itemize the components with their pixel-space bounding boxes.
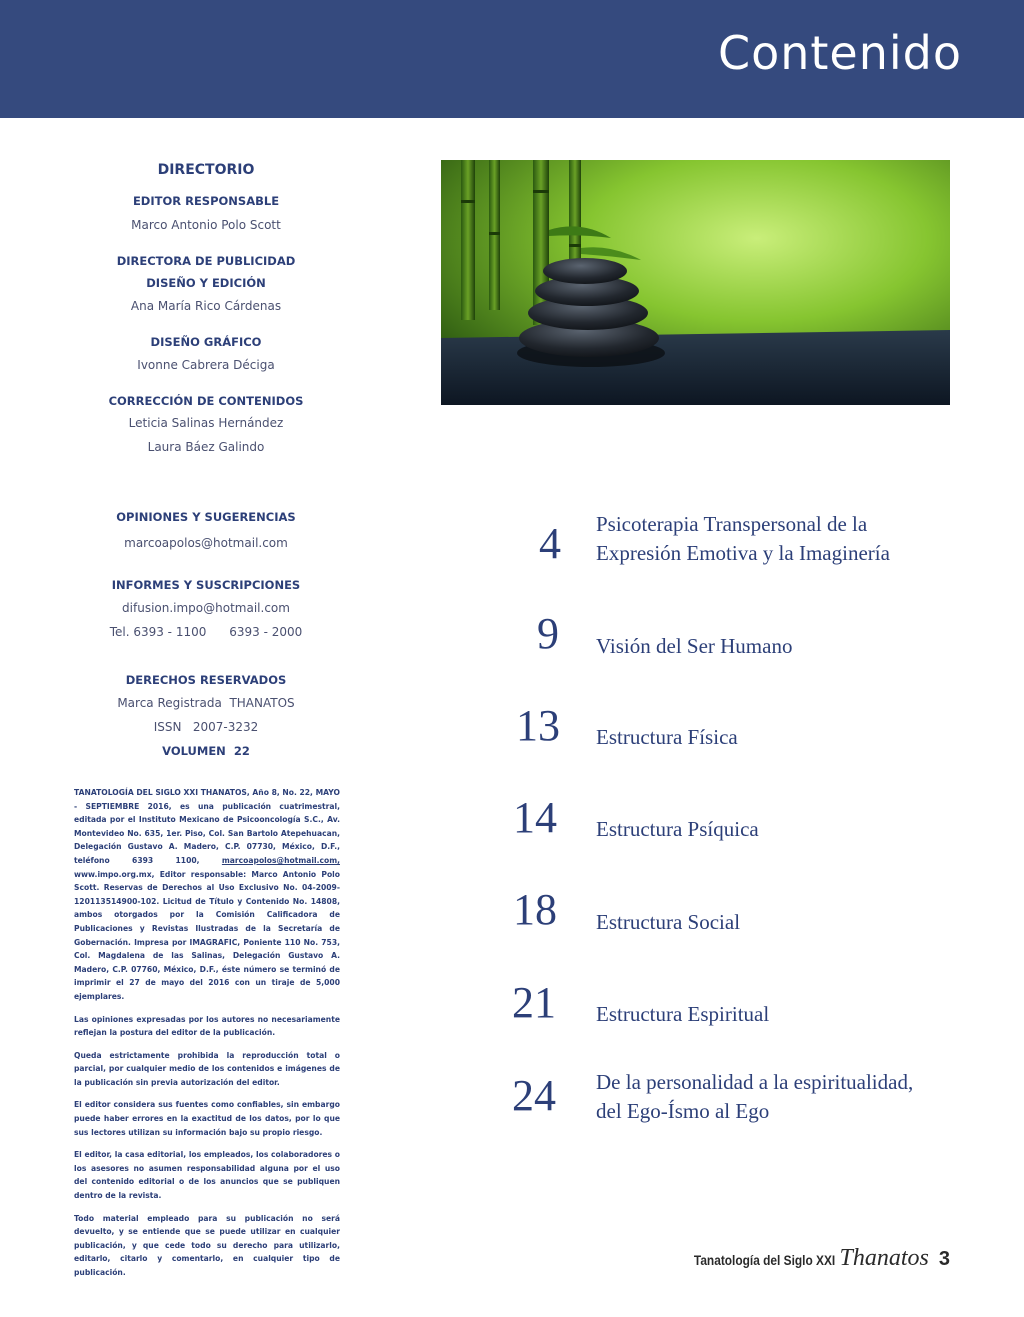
toc-title-line: del Ego-Ísmo al Ego [596, 1099, 770, 1123]
issn: ISSN 2007-3232 [153, 720, 259, 734]
toc-title-line: Psicoterapia Transpersonal de la [596, 512, 868, 536]
toc-title [596, 510, 946, 568]
legal-paragraph-3: Queda estrictamente prohibida la reproducción total o parcial, por cualquier medio de los contenidos e imágenes de la publicación sin previa autorización del editor. [74, 1050, 340, 1087]
info-email[interactable]: difusion.impo@hotmail.com [122, 601, 290, 615]
header-banner [0, 0, 1024, 118]
publicity-name: Ana María Rico Cárdenas [130, 299, 282, 313]
toc-page-number: 18 [513, 885, 557, 934]
toc-title-line: De la personalidad a la espiritualidad, [596, 1070, 914, 1094]
zen-stones-illustration [441, 160, 950, 405]
correction-label: CORRECCIÓN DE CONTENIDOS [108, 394, 304, 408]
volume: VOLUMEN 22 [162, 744, 250, 758]
toc-title [596, 1068, 946, 1126]
legal-paragraph-6: Todo material empleado para su publicación no será devuelto, y se entiende que se puede utilizar en cualquier publicación, y que cede todo su derecho para utilizarlo, editarlo, citarlo y comentarlo, en cualquier tipo de publicación. [74, 1213, 340, 1277]
graphic-label: DISEÑO GRÁFICO [150, 335, 262, 349]
legal-email-link[interactable]: marcoapolos@hotmail.com, [221, 855, 340, 865]
legal-text: www.impo.org.mx, Editor responsable: Marco Antonio Polo Scott. Reservas de Derechos al Uso Exclusivo No. 04-2009-120113514900-102. Licitud de Título y Contenido No. 14808, ambos otorgados por la Comisión Calificadora de Publicaciones y Revistas Ilustradas de la Secretaría de Gobernación. Impresa por IMAGRAFIC, Poniente 110 No. 753, Col. Magdalena de las Salinas, Delegación Gustavo A. Madero, C.P. 07760, México, D.F., éste número se terminó de imprimir el 27 de mayo del 2016 con un tiraje de 5,000 ejemplares. [74, 869, 340, 1001]
correction-name-1: Leticia Salinas Hernández [128, 416, 284, 430]
directory-title: DIRECTORIO [157, 162, 255, 178]
toc-page-number: 13 [516, 701, 560, 750]
legal-paragraph-4: El editor considera sus fuentes como confiables, sin embargo puede haber errores en la exactitud de los datos, por lo que sus lectores utilizan su información bajo su propio riesgo. [74, 1100, 340, 1137]
toc-page-number: 4 [539, 519, 561, 568]
opinions-email[interactable]: marcoapolos@hotmail.com [124, 536, 288, 550]
design-edition-label: DISEÑO Y EDICIÓN [146, 276, 266, 290]
toc-page-number: 9 [537, 609, 559, 658]
toc-title-line: Expresión Emotiva y la Imaginería [596, 541, 890, 565]
editor-label: EDITOR RESPONSABLE [132, 194, 280, 208]
info-label: INFORMES Y SUSCRIPCIONES [111, 578, 301, 592]
page-number: 3 [938, 1248, 950, 1270]
graphic-name: Ivonne Cabrera Déciga [137, 358, 275, 372]
publicity-label: DIRECTORA DE PUBLICIDAD [116, 254, 296, 268]
legal-paragraph-2: Las opiniones expresadas por los autores no necesariamente reflejan la postura del editor de la publicación. [74, 1014, 340, 1038]
correction-name-2: Laura Báez Galindo [147, 440, 265, 454]
page-title: Contenido [717, 26, 962, 80]
brand-wordmark: Thanatos [839, 1245, 929, 1271]
toc-title: Estructura Espiritual [596, 1002, 770, 1026]
rights-label: DERECHOS RESERVADOS [125, 673, 287, 687]
toc-page-number: 14 [513, 793, 557, 842]
legal-notice [74, 786, 340, 1289]
opinions-label: OPINIONES Y SUGERENCIAS [116, 510, 296, 524]
toc-page-number: 21 [512, 978, 556, 1027]
toc-page-number: 24 [512, 1071, 556, 1120]
toc-title: Estructura Psíquica [596, 817, 759, 841]
publication-name: Tanatología del Siglo XXI [694, 1252, 836, 1268]
toc-title: Visión del Ser Humano [596, 634, 793, 658]
legal-paragraph-1 [74, 786, 340, 1004]
toc-title: Estructura Física [596, 725, 738, 749]
trademark: Marca Registrada THANATOS [117, 696, 295, 710]
toc-title: Estructura Social [596, 910, 741, 934]
legal-paragraph-5: El editor, la casa editorial, los empleados, los colaboradores o los asesores no asumen responsabilidad alguna por el uso del contenido editorial o de los anuncios que se publiquen dentro de la revista. [74, 1150, 340, 1201]
phone-line: Tel. 6393 - 1100 6393 - 2000 [109, 625, 303, 639]
zen-stones-photo [441, 160, 950, 405]
editor-name: Marco Antonio Polo Scott [131, 218, 281, 232]
legal-text: TANATOLOGÍA DEL SIGLO XXI THANATOS, Año 8, No. 22, MAYO - SEPTIEMBRE 2016, es una publicación cuatrimestral, editada por el Instituto Mexicano de Psicooncología S.C., Av. Montevideo No. 635, 1er. Piso, Col. San Bartolo Atepehuacan, Delegación Gustavo A. Madero, C.P. 07730, México, D.F., teléfono 6393 1100, [74, 788, 340, 865]
page-footer [669, 1245, 950, 1272]
